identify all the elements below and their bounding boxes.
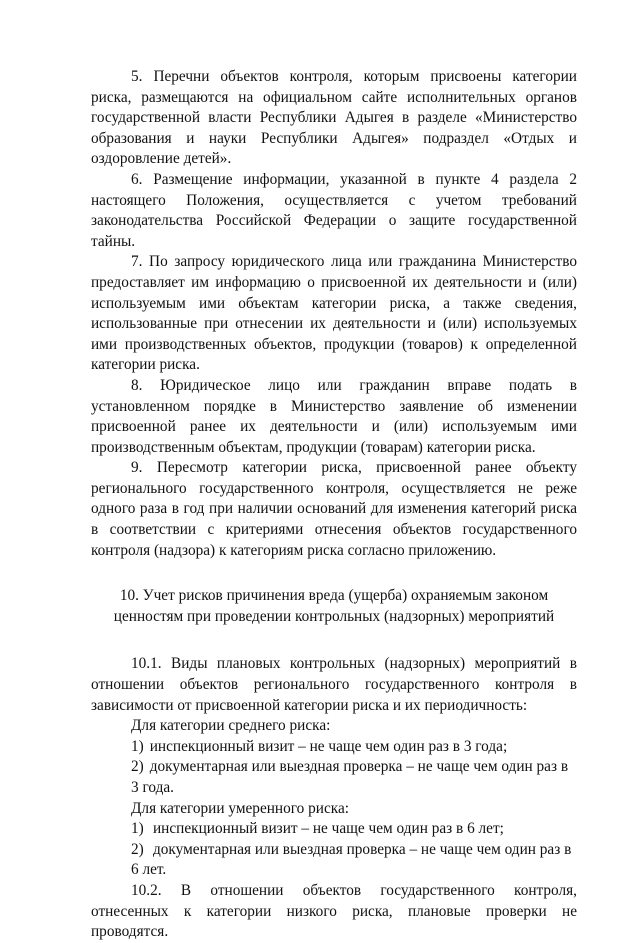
- list-item-number: 1): [131, 737, 144, 755]
- list-item-text: инспекционный визит – не чаще чем один раз в 3 года;: [149, 737, 508, 755]
- moderate-risk-item: [91, 840, 577, 881]
- paragraph-8: 8. Юридическое лицо или гражданин вправе подать в установленном порядке в Министерство заявление об изменении присвоенной ранее их деятельности и (или) используемым ими производственным объектам, продукции (товарам) категории риска.: [91, 376, 577, 456]
- list-item-number: 1): [131, 820, 144, 838]
- document-body: [91, 67, 577, 943]
- list-item-number: 2): [131, 840, 144, 858]
- paragraph-7: 7. По запросу юридического лица или гражданина Министерство предоставляет им информацию о присвоенной их деятельности и (или) используемым ими объектам категории риска, а также сведения, использованные при отнесении их деятельности и (или) используемых ими производственных объектов, продукции (товаров) к определенной категории риска.: [91, 253, 577, 374]
- moderate-risk-item: [91, 819, 577, 840]
- list-item-text: инспекционный визит – не чаще чем один раз в 6 лет;: [153, 820, 504, 838]
- medium-risk-item: [91, 757, 577, 798]
- paragraph-6: 6. Размещение информации, указанной в пункте 4 раздела 2 настоящего Положения, осуществляется с учетом требований законодательства Российской Федерации о защите государственной тайны.: [91, 170, 577, 250]
- list-item-text: документарная или выездная проверка – не чаще чем один раз в 6 лет.: [131, 840, 572, 879]
- paragraph-9: 9. Пересмотр категории риска, присвоенной ранее объекту регионального государственного контроля, осуществляется не реже одного раза в год при наличии оснований для изменения категорий риска в соответствии с критериями отнесения объектов государственного контроля (надзора) к категориям риска согласно приложению.: [91, 459, 577, 559]
- paragraph-10-2: 10.2. В отношении объектов государственного контроля, отнесенных к категории низкого риска, плановые проверки не проводятся.: [91, 881, 577, 941]
- paragraph-10-1: 10.1. Виды плановых контрольных (надзорных) мероприятий в отношении объектов регионального государственного контроля в зависимости от присвоенной категории риска и их периодичность:: [91, 655, 577, 714]
- list-item-text: документарная или выездная проверка – не чаще чем один раз в 3 года.: [131, 758, 569, 796]
- medium-risk-label: Для категории среднего риска:: [131, 717, 331, 735]
- paragraph-5: 5. Перечни объектов контроля, которым присвоены категории риска, размещаются на официальном сайте исполнительных органов государственной власти Республики Адыгея в разделе «Министерство образования и науки Республики Адыгея» подраздел «Отдых и оздоровление детей».: [91, 68, 577, 168]
- medium-risk-item: [91, 737, 577, 758]
- section-10-heading: 10. Учет рисков причинения вреда (ущерба) охраняемым законом ценностям при проведении контрольных (надзорных) мероприятий: [113, 587, 555, 625]
- moderate-risk-label: Для категории умеренного риска:: [131, 799, 349, 817]
- list-item-number: 2): [131, 758, 144, 776]
